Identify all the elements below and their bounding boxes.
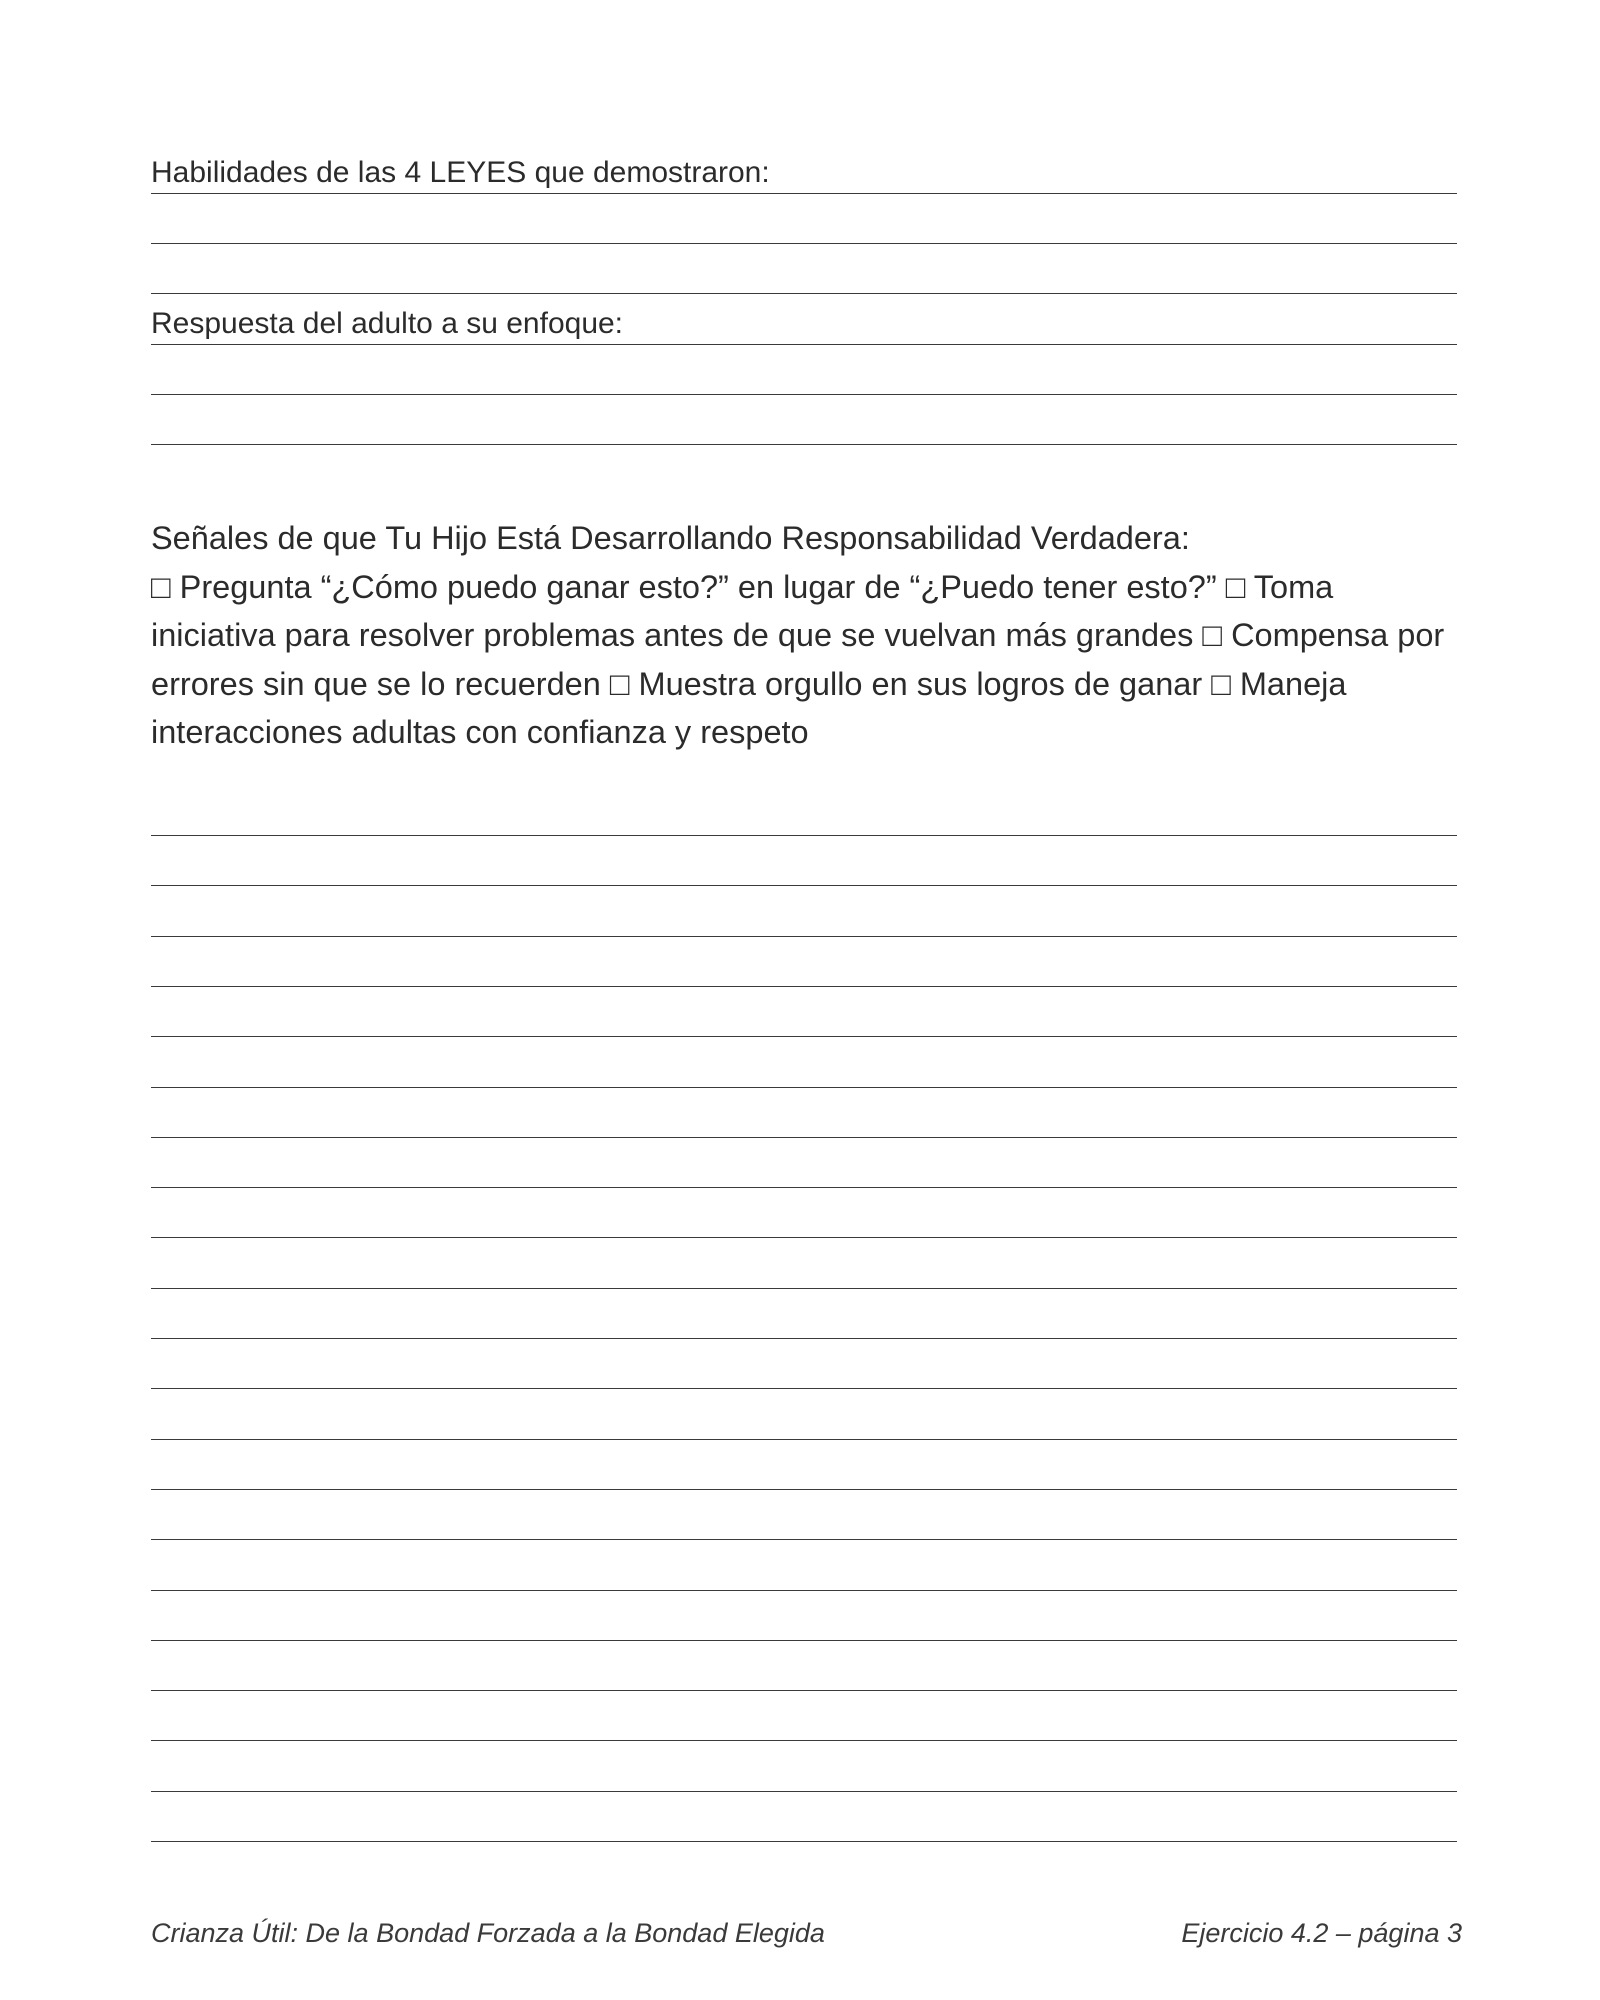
notes-line[interactable] xyxy=(151,1288,1457,1289)
skills-label: Habilidades de las 4 LEYES que demostraron: xyxy=(151,156,770,189)
notes-line[interactable] xyxy=(151,936,1457,937)
notes-line[interactable] xyxy=(151,885,1457,886)
notes-line[interactable] xyxy=(151,1137,1457,1138)
writing-line[interactable] xyxy=(151,344,1457,345)
notes-line[interactable] xyxy=(151,1690,1457,1691)
notes-line[interactable] xyxy=(151,1791,1457,1792)
notes-line[interactable] xyxy=(151,1388,1457,1389)
notes-line[interactable] xyxy=(151,1087,1457,1088)
notes-line[interactable] xyxy=(151,1237,1457,1238)
writing-line[interactable] xyxy=(151,193,1457,194)
notes-line[interactable] xyxy=(151,1187,1457,1188)
notes-line[interactable] xyxy=(151,1640,1457,1641)
notes-line[interactable] xyxy=(151,1036,1457,1037)
notes-line[interactable] xyxy=(151,1841,1457,1842)
responsibility-signs xyxy=(151,514,1461,757)
footer-page-reference: Ejercicio 4.2 – página 3 xyxy=(1181,1918,1462,1948)
notes-line[interactable] xyxy=(151,1489,1457,1490)
notes-line[interactable] xyxy=(151,1338,1457,1339)
notes-line[interactable] xyxy=(151,1740,1457,1741)
writing-line[interactable] xyxy=(151,394,1457,395)
notes-line[interactable] xyxy=(151,835,1457,836)
signs-checklist: □ Pregunta “¿Cómo puedo ganar esto?” en lugar de “¿Puedo tener esto?” □ Toma iniciativa para resolver problemas antes de que se vuelvan más grandes □ Compensa por errores sin que se lo recuerden □ Muestra orgullo en sus logros de ganar □ Maneja interacciones adultas con confianza y respeto xyxy=(151,568,1445,750)
footer-book-title: Crianza Útil: De la Bondad Forzada a la Bondad Elegida xyxy=(151,1918,825,1948)
notes-line[interactable] xyxy=(151,1439,1457,1440)
signs-heading: Señales de que Tu Hijo Está Desarrollando Responsabilidad Verdadera: xyxy=(151,520,1190,556)
notes-line[interactable] xyxy=(151,1590,1457,1591)
notes-line[interactable] xyxy=(151,1539,1457,1540)
writing-line[interactable] xyxy=(151,444,1457,445)
writing-line[interactable] xyxy=(151,243,1457,244)
adult-response-label: Respuesta del adulto a su enfoque: xyxy=(151,307,624,340)
writing-line[interactable] xyxy=(151,293,1457,294)
notes-line[interactable] xyxy=(151,986,1457,987)
